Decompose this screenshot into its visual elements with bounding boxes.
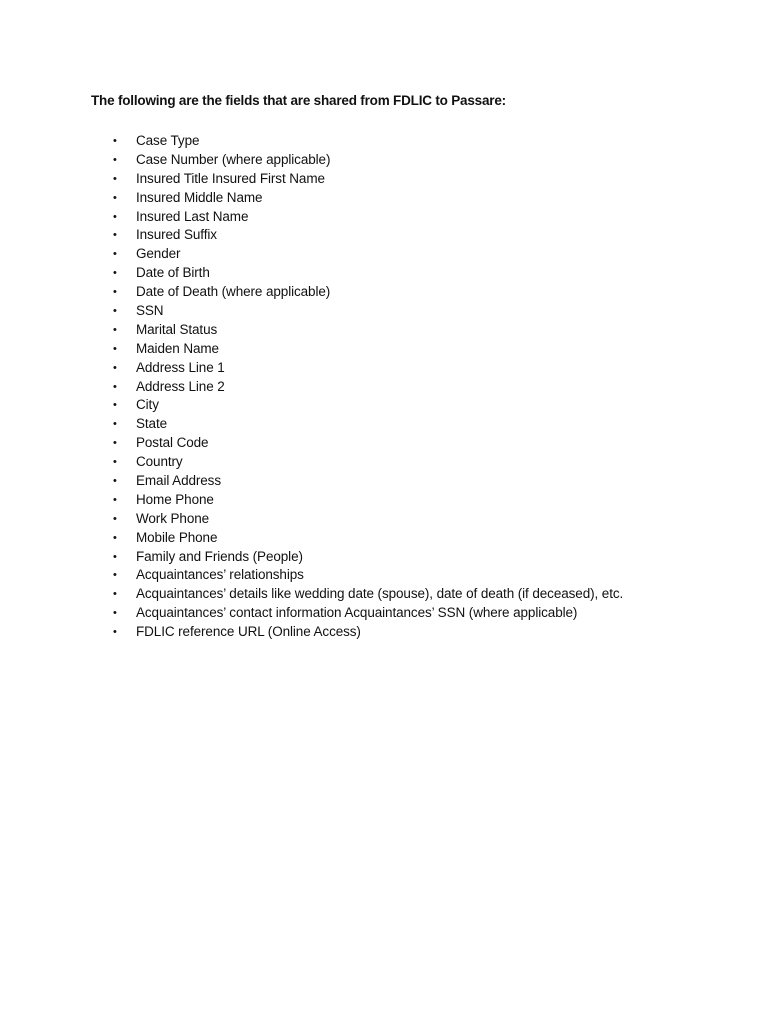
bullet-icon: • <box>113 323 117 336</box>
bullet-icon: • <box>113 569 117 582</box>
field-label: SSN <box>136 303 164 319</box>
bullet-icon: • <box>113 418 117 431</box>
field-label: Gender <box>136 246 181 262</box>
field-label: Acquaintances’ relationships <box>136 567 304 583</box>
field-label: Insured Title Insured First Name <box>136 170 325 186</box>
field-label: Home Phone <box>136 491 214 507</box>
bullet-icon: • <box>113 191 117 204</box>
field-label: Acquaintances’ details like wedding date (spouse), date of death (if deceased), etc. <box>136 586 624 602</box>
bullet-icon: • <box>113 475 117 488</box>
field-label: Postal Code <box>136 435 209 451</box>
bullet-icon: • <box>113 286 117 299</box>
field-label: Mobile Phone <box>136 529 218 545</box>
bullet-icon: • <box>113 380 117 393</box>
field-label: Marital Status <box>136 321 218 337</box>
field-label: Acquaintances’ contact information Acquaintances’ SSN (where applicable) <box>136 605 578 621</box>
field-label: City <box>136 397 159 413</box>
field-label: Country <box>136 454 183 470</box>
bullet-icon: • <box>113 550 117 563</box>
field-label: Family and Friends (People) <box>136 548 303 564</box>
field-label: Address Line 2 <box>136 378 225 394</box>
field-label: Email Address <box>136 473 221 489</box>
field-label: Insured Suffix <box>136 227 217 243</box>
bullet-icon: • <box>113 588 117 601</box>
bullet-icon: • <box>113 531 117 544</box>
bullet-icon: • <box>113 229 117 242</box>
field-label: Work Phone <box>136 510 210 526</box>
field-label: Date of Death (where applicable) <box>136 284 331 300</box>
field-label: State <box>136 416 168 432</box>
field-label: FDLIC reference URL (Online Access) <box>136 624 361 640</box>
field-label: Address Line 1 <box>136 359 225 375</box>
field-label: Maiden Name <box>136 340 219 356</box>
bullet-icon: • <box>113 135 117 147</box>
bullet-icon: • <box>113 456 117 469</box>
bullet-icon: • <box>113 342 117 355</box>
bullet-icon: • <box>113 437 117 450</box>
bullet-icon: • <box>113 153 117 166</box>
bullet-icon: • <box>113 399 117 412</box>
bullet-icon: • <box>113 172 117 185</box>
field-label: Insured Middle Name <box>136 189 263 205</box>
bullet-icon: • <box>113 267 117 280</box>
bullet-icon: • <box>113 493 117 506</box>
field-label: Date of Birth <box>136 265 210 281</box>
bullet-icon: • <box>113 361 117 374</box>
field-label: Case Number (where applicable) <box>136 151 331 167</box>
field-label: Case Type <box>136 133 200 148</box>
bullet-icon: • <box>113 305 117 318</box>
bullet-icon: • <box>113 626 117 639</box>
bullet-icon: • <box>113 210 117 223</box>
bullet-icon: • <box>113 607 117 620</box>
bullet-icon: • <box>113 248 117 261</box>
bullet-icon: • <box>113 512 117 525</box>
document-heading: The following are the fields that are shared from FDLIC to Passare: <box>91 93 506 108</box>
field-label: Insured Last Name <box>136 208 249 224</box>
